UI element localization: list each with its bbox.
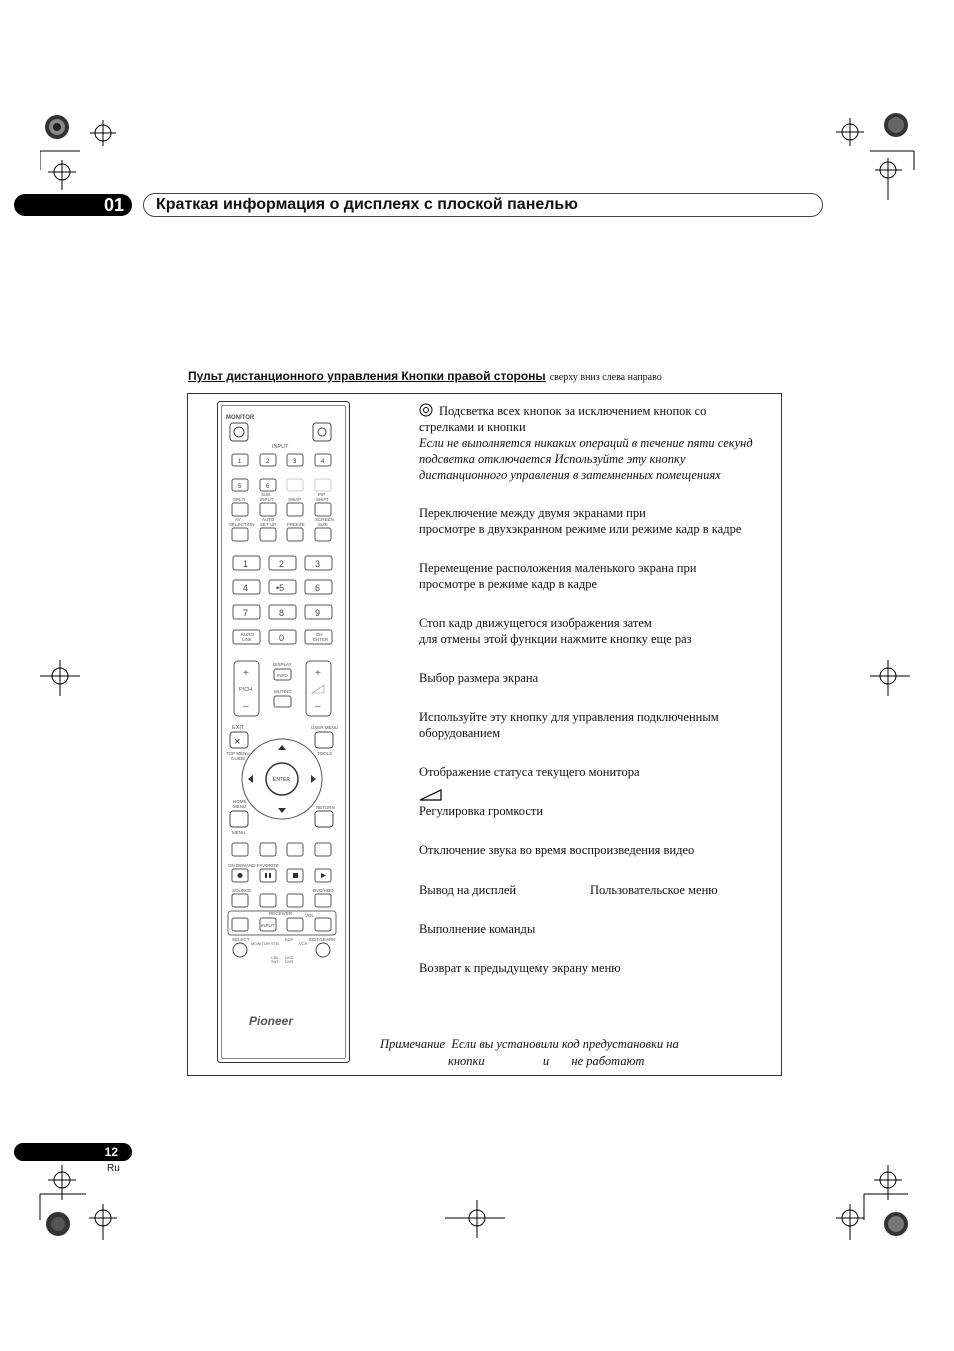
registration-mark-bottom-center <box>445 1200 505 1240</box>
user-menu-description <box>419 709 774 741</box>
backlight-italic1: Если не выполняется никаких операций в течение пяти секунд <box>419 436 753 450</box>
svg-text:•5: •5 <box>276 583 285 593</box>
remote-vol-label: VOL <box>305 913 315 918</box>
remote-source-label: SOURCE <box>232 888 252 893</box>
output-display-description: Вывод на дисплей <box>419 883 517 897</box>
svg-text:4: 4 <box>321 459 325 465</box>
remote-tools-label: TOOLS <box>317 751 333 756</box>
remote-enter-label: ENTER <box>273 777 290 783</box>
registration-mark-right-mid <box>870 660 910 700</box>
svg-text:2: 2 <box>279 559 285 569</box>
svg-text:8: 8 <box>279 608 285 618</box>
svg-text:ENTER: ENTER <box>313 637 329 642</box>
remote-control-illustration <box>217 401 350 1063</box>
svg-text:+: + <box>243 668 249 679</box>
svg-text:FAVORITE: FAVORITE <box>257 863 279 868</box>
freeze-description <box>419 615 774 647</box>
remote-pch-label: P/CH <box>239 687 253 693</box>
remote-menu-label: MENU <box>232 830 246 835</box>
volume-description: Регулировка громкости <box>419 804 544 818</box>
remote-swap-label: SWAP <box>288 497 302 502</box>
svg-text:SIZE: SIZE <box>318 522 329 527</box>
note-line2-c: не работают <box>571 1054 645 1068</box>
freeze-line1: Стоп кадр движущегося изображения затем <box>419 616 652 630</box>
svg-text:AUTO: AUTO <box>262 517 275 522</box>
backlight-line2: стрелками и кнопки <box>419 420 526 434</box>
svg-text:SET UP: SET UP <box>260 522 277 527</box>
svg-text:7: 7 <box>243 608 249 618</box>
remote-power-button <box>230 423 248 441</box>
remote-input-label: INPUT <box>272 444 289 450</box>
svg-text:SAT: SAT <box>271 959 279 964</box>
svg-text:BDP: BDP <box>285 937 294 942</box>
muting-description: Отключение звука во время воспроизведения видео <box>419 843 695 857</box>
remote-info-label: INFO <box>277 673 288 678</box>
user-menu-line1: Используйте эту кнопку для управления подключенным <box>419 710 719 724</box>
freeze-line2: для отмены этой функции нажмите кнопку еще раз <box>419 632 692 646</box>
svg-text:PIP: PIP <box>318 492 326 497</box>
svg-text:HOME: HOME <box>233 799 247 804</box>
pip-description <box>419 560 774 592</box>
remote-select-label: SELECT <box>232 937 250 942</box>
registration-mark-left-mid <box>40 660 80 700</box>
svg-text:6: 6 <box>266 484 270 490</box>
svg-text:CBL: CBL <box>271 955 279 960</box>
svg-text:2: 2 <box>266 459 270 465</box>
remote-brand-logo: Pioneer <box>249 1014 294 1028</box>
svg-text:AV: AV <box>235 517 241 522</box>
note <box>380 1036 760 1070</box>
pip-line2: просмотре в режиме кадр в кадре <box>419 577 598 591</box>
remote-split-label: SPLIT <box>233 497 246 502</box>
backlight-italic3: дистанционного управления в затемненных помещениях <box>419 468 721 482</box>
svg-text:×: × <box>234 736 241 748</box>
note-label: Примечание <box>380 1037 446 1051</box>
svg-text:SCREEN: SCREEN <box>315 517 334 522</box>
svg-text:3: 3 <box>315 559 321 569</box>
remote-dvd-hdd-label: DVD/HDD <box>313 888 334 893</box>
remote-receiver-label: RECEIVER <box>269 911 293 916</box>
swap-line1: Переключение между двумя экранами при <box>419 506 646 520</box>
note-line2-a: кнопки <box>448 1054 485 1068</box>
note-line1: Если вы установили код предустановки на <box>451 1037 679 1051</box>
chapter-title: Краткая информация о дисплеях с плоской панелью <box>143 193 823 217</box>
svg-text:DVD: DVD <box>285 955 294 960</box>
svg-text:STB: STB <box>271 941 279 946</box>
remote-monitor-label: MONITOR <box>226 415 255 421</box>
execute-description: Выполнение команды <box>419 922 536 936</box>
svg-text:–: – <box>315 701 321 712</box>
svg-text:KURO: KURO <box>241 632 255 637</box>
svg-text:6: 6 <box>315 583 321 593</box>
language-code: Ru <box>107 1163 120 1174</box>
remote-freeze-label: FREEZE <box>287 522 305 527</box>
svg-text:1: 1 <box>243 559 249 569</box>
swap-description <box>419 505 774 537</box>
remote-exit-label: EXIT <box>232 725 245 731</box>
chapter-number: 01 <box>14 194 132 216</box>
svg-text:CH: CH <box>316 632 323 637</box>
screen-size-description: Выбор размера экрана <box>419 671 539 685</box>
svg-text:5: 5 <box>238 484 242 490</box>
note-line2-b: и <box>542 1054 550 1068</box>
svg-text:MENU: MENU <box>233 804 247 809</box>
backlight-line1: Подсветка всех кнопок за исключением кнопок со <box>439 404 707 418</box>
status-description: Отображение статуса текущего монитора <box>419 765 640 779</box>
section-subtitle: сверху вниз слева направо <box>549 372 662 383</box>
svg-text:TOP MENU: TOP MENU <box>226 751 250 756</box>
svg-text:4: 4 <box>243 583 249 593</box>
return-description: Возврат к предыдущему экрану меню <box>419 961 621 975</box>
user-menu-line2: оборудованием <box>419 726 501 740</box>
svg-text:0: 0 <box>279 633 285 643</box>
svg-text:–: – <box>243 701 249 712</box>
svg-text:DVR: DVR <box>285 959 294 964</box>
svg-text:3: 3 <box>293 459 297 465</box>
backlight-italic2: подсветка отключается Используйте эту кнопку <box>419 452 686 466</box>
svg-text:+: + <box>315 668 321 679</box>
svg-text:MONITOR: MONITOR <box>251 941 270 946</box>
page-number: 12 <box>14 1143 132 1161</box>
section-title: Пульт дистанционного управления Кнопки правой стороны <box>188 369 546 383</box>
registration-mark-top-right <box>820 110 920 210</box>
svg-text:INPUT: INPUT <box>260 497 274 502</box>
svg-text:1: 1 <box>238 459 242 465</box>
svg-text:SELECTION: SELECTION <box>229 522 255 527</box>
svg-text:SUB: SUB <box>261 492 271 497</box>
remote-display-label: DISPLAY <box>273 662 292 667</box>
remote-user-menu-label: USER MENU <box>311 725 339 730</box>
backlight-description <box>419 403 774 483</box>
svg-text:SHIFT: SHIFT <box>316 497 329 502</box>
svg-text:VCR: VCR <box>299 941 308 946</box>
pip-line1: Перемещение расположения маленького экрана при <box>419 561 697 575</box>
remote-return-label: RETURN <box>316 805 335 810</box>
remote-edit-learn-label: EDIT/LEARN <box>309 937 336 942</box>
registration-mark-bottom-right <box>818 1160 918 1250</box>
user-menu-label: Пользовательское меню <box>590 883 718 897</box>
svg-text:ON DEMAND: ON DEMAND <box>228 863 256 868</box>
swap-line2: просмотре в двухэкранном режиме или режиме кадр в кадре <box>419 522 742 536</box>
remote-muting-label: MUTING <box>274 689 292 694</box>
svg-text:9: 9 <box>315 608 321 618</box>
remote-light-button <box>313 423 331 441</box>
remote-receiver-input-label: INPUT <box>261 923 275 928</box>
svg-text:LINK: LINK <box>242 637 253 642</box>
svg-text:GUIDE: GUIDE <box>231 756 246 761</box>
section-heading <box>188 369 662 383</box>
